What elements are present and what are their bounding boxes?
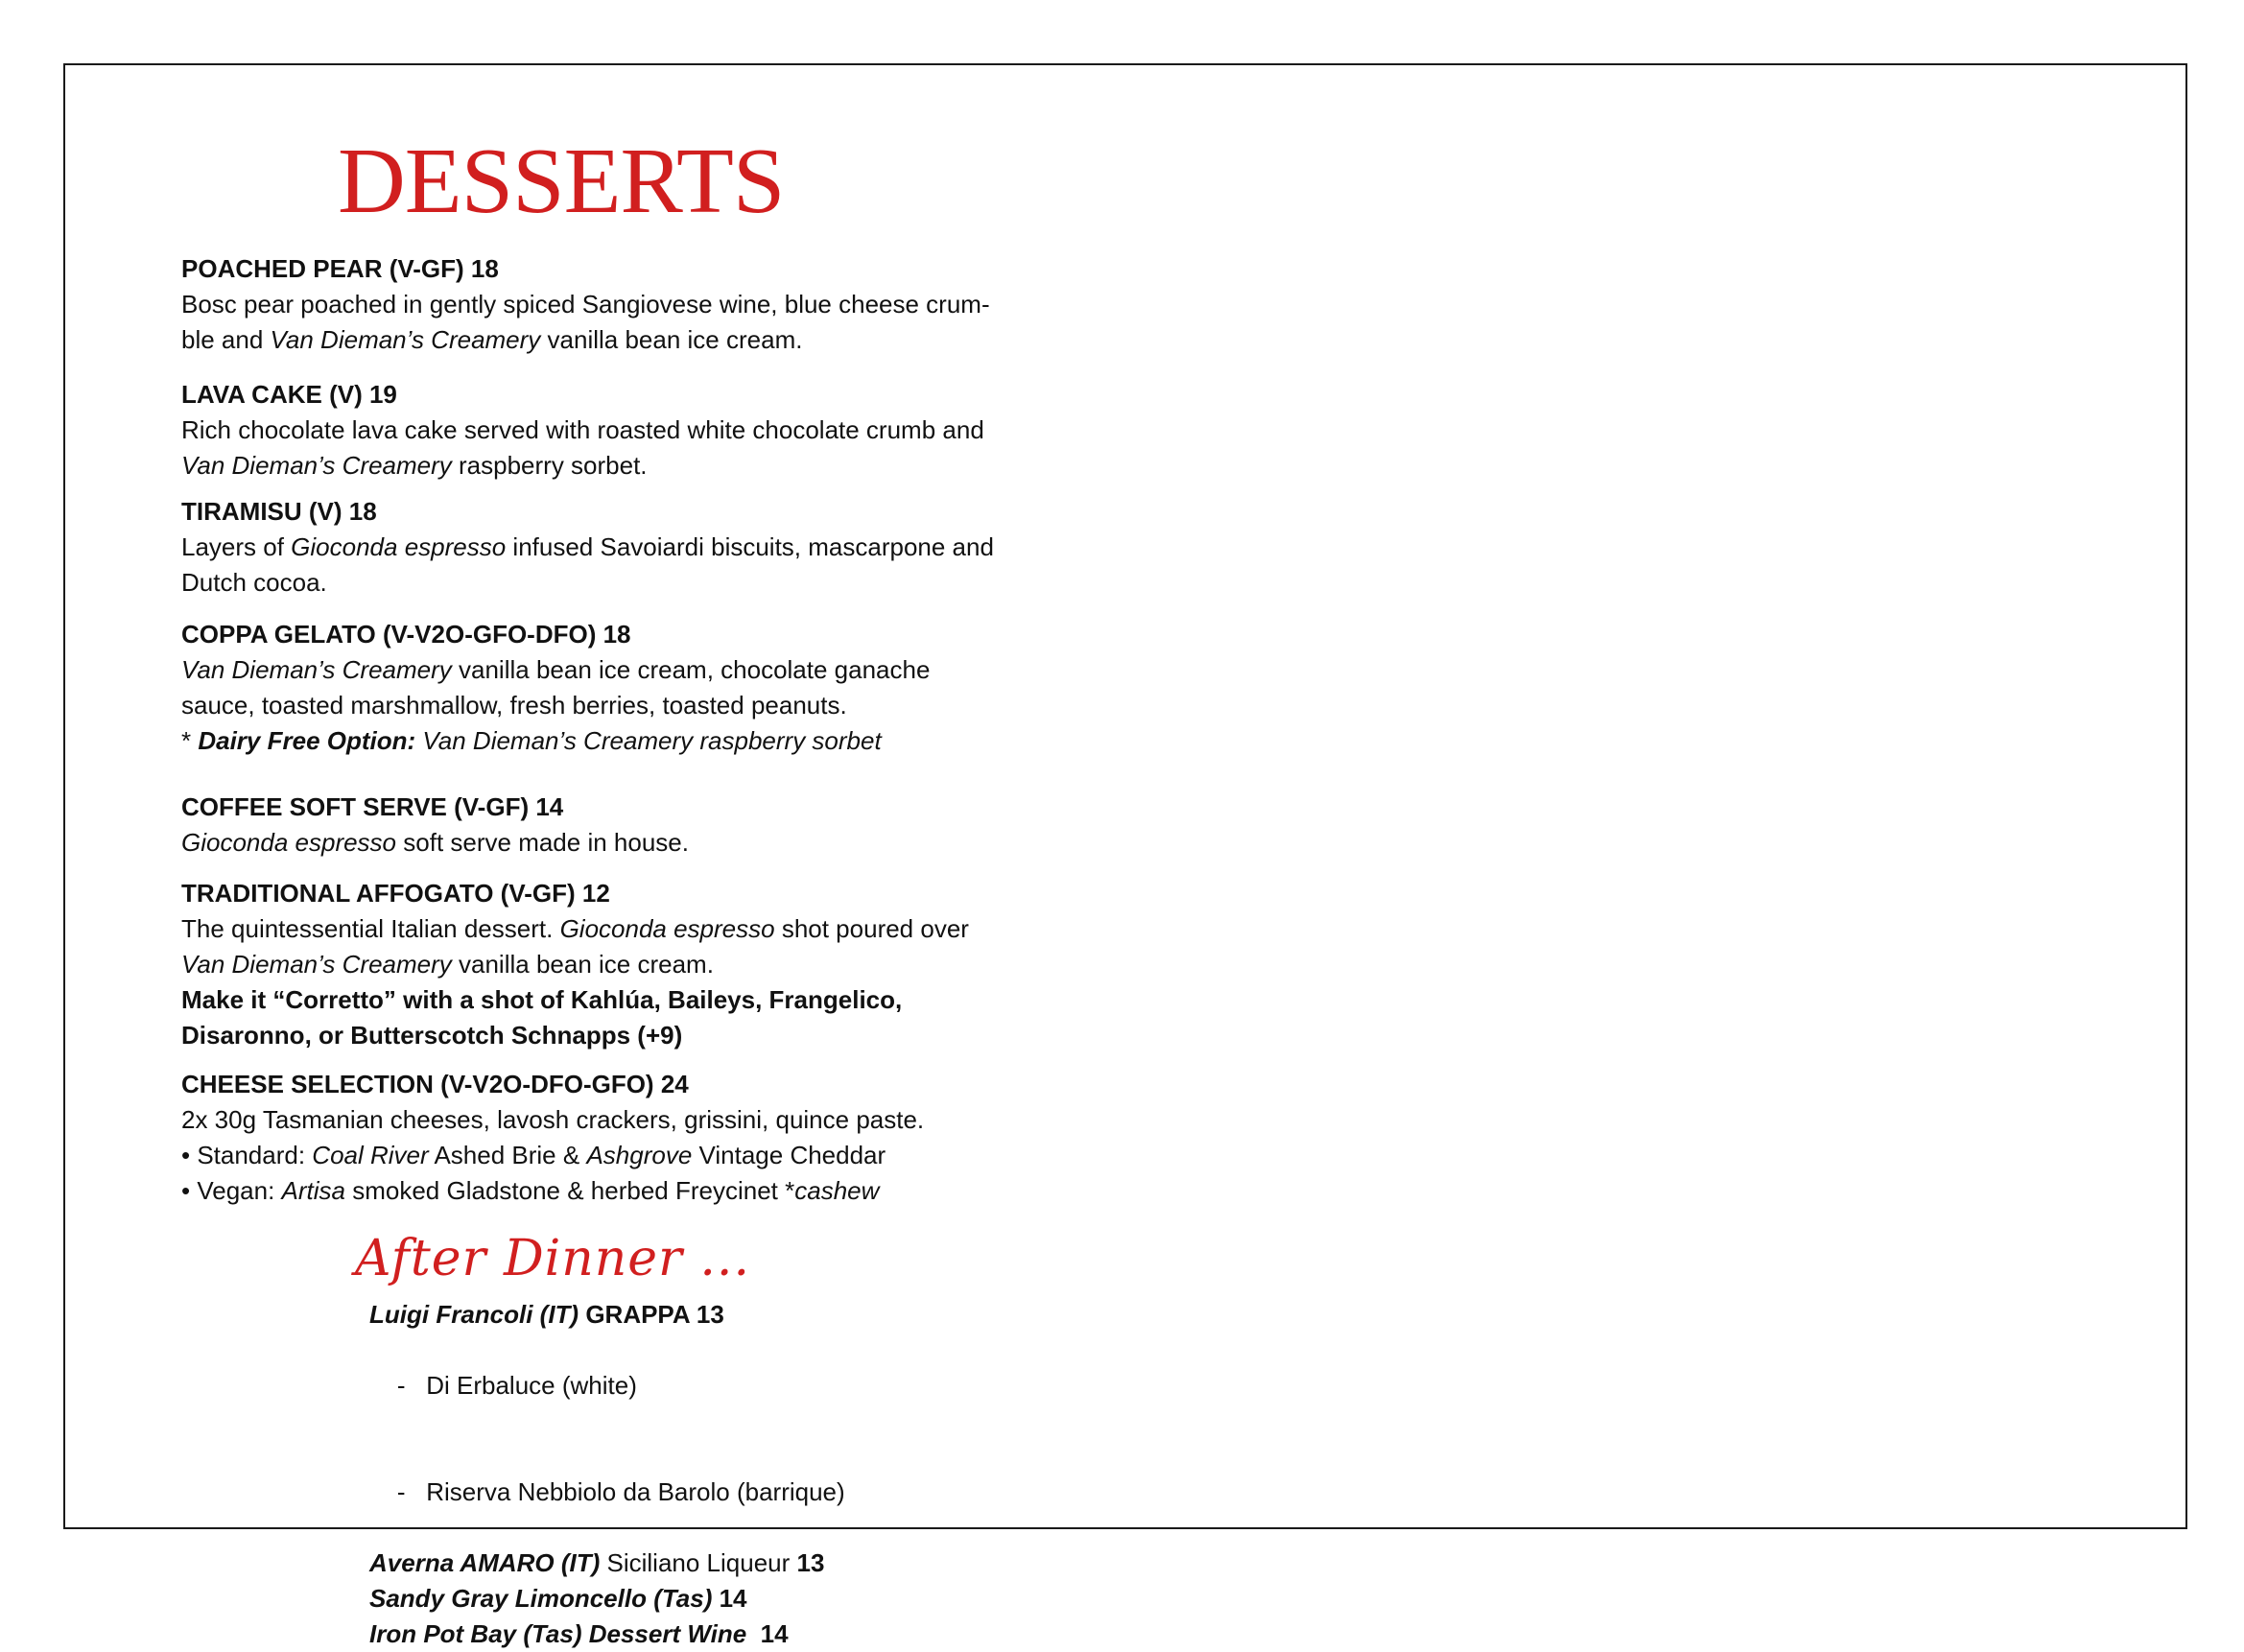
drink-line [369,1297,845,1333]
text-run: * [181,726,199,755]
dessert-menu [181,251,1064,1209]
item-title: TIRAMISU (V) 18 [181,497,377,526]
text-run: infused Savoiardi biscuits, mascarpone and [506,532,994,561]
text-run: vanilla bean ice cream. [540,325,803,354]
text-run: 2x 30g Tasmanian cheeses, lavosh crackers, grissini, quince paste. [181,1105,925,1134]
text-run: • Vegan: [181,1176,282,1205]
menu-item-tiramisu [181,494,1064,601]
text-run: Siciliano Liqueur [600,1548,797,1577]
drink-line [369,1439,845,1546]
text-run: soft serve made in house. [396,828,689,857]
text-run: 14 [712,1584,747,1613]
item-description-line [181,1138,1064,1173]
text-run: Ashgrove [586,1141,693,1169]
menu-item-coppa-gelato [181,617,1064,759]
text-run: - Di Erbaluce (white) [396,1371,637,1400]
menu-item-cheese-selection [181,1067,1064,1209]
text-run: Iron Pot Bay (Tas) Dessert Wine [369,1619,747,1648]
item-description-line [181,911,1064,947]
text-run: vanilla bean ice cream, chocolate ganache [451,655,931,684]
text-run: 14 [746,1619,789,1648]
page-title: DESSERTS [338,130,785,233]
item-description-line [181,825,1064,861]
text-run: Van Dieman’s Creamery raspberry sorbet [415,726,882,755]
drink-line [369,1617,845,1652]
text-run: Van Dieman’s Creamery [181,950,452,979]
text-run: Rich chocolate lava cake served with roasted white chocolate crumb and [181,415,984,444]
menu-item-traditional-affogato [181,876,1064,1053]
item-description-line [181,1102,1064,1138]
text-run: Dairy Free Option: [198,726,416,755]
text-run: shot poured over [774,914,969,943]
text-run: - Riserva Nebbiolo da Barolo (barrique) [396,1477,845,1506]
text-run: Gioconda espresso [291,532,507,561]
menu-item-lava-cake [181,377,1064,484]
item-description-line [181,947,1064,982]
item-description-line [181,413,1064,448]
drink-line [369,1546,845,1581]
text-run: Van Dieman’s Creamery [181,451,452,480]
text-run: GRAPPA 13 [579,1300,724,1329]
item-description-line [181,1173,1064,1209]
text-run: vanilla bean ice cream. [451,950,714,979]
item-description-line [181,688,1064,723]
text-run: Dutch cocoa. [181,568,327,597]
text-run: The quintessential Italian dessert. [181,914,560,943]
item-title: CHEESE SELECTION (V-V2O-DFO-GFO) 24 [181,1070,689,1098]
text-run: raspberry sorbet. [451,451,648,480]
item-description-line [181,723,1064,759]
drink-line [369,1333,845,1439]
text-run: Averna AMARO (IT) [369,1548,601,1577]
text-run: • Standard: [181,1141,313,1169]
text-run: Layers of [181,532,292,561]
after-dinner-heading: After Dinner ... [355,1230,750,1287]
text-run: Bosc pear poached in gently spiced Sangiovese wine, blue cheese crum- [181,290,990,319]
text-run: sauce, toasted marshmallow, fresh berries, toasted peanuts. [181,691,847,720]
text-run: cashew [794,1176,880,1205]
text-run: Luigi Francoli (IT) [369,1300,579,1329]
after-dinner-drinks [369,1297,845,1652]
item-title: COPPA GELATO (V-V2O-GFO-DFO) 18 [181,620,631,649]
text-run: Gioconda espresso [181,828,397,857]
item-title: POACHED PEAR (V-GF) 18 [181,254,499,283]
item-title: TRADITIONAL AFFOGATO (V-GF) 12 [181,879,610,908]
text-run: Make it “Corretto” with a shot of Kahlúa, Baileys, Frangelico, [181,985,903,1014]
item-description-line [181,448,1064,484]
text-run: Van Dieman’s Creamery [181,655,452,684]
menu-item-coffee-soft-serve [181,790,1064,861]
text-run: ble and [181,325,271,354]
item-description-line [181,565,1064,601]
text-run: Vintage Cheddar [692,1141,886,1169]
item-description-line [181,652,1064,688]
text-run: Artisa [281,1176,345,1205]
item-description-line [181,530,1064,565]
item-description-line [181,322,1064,358]
item-description-line [181,287,1064,322]
item-title: COFFEE SOFT SERVE (V-GF) 14 [181,792,564,821]
menu-item-poached-pear [181,251,1064,358]
item-description-line [181,982,1064,1018]
item-title: LAVA CAKE (V) 19 [181,380,397,409]
text-run: Ashed Brie & [428,1141,587,1169]
text-run: Van Dieman’s Creamery [270,325,541,354]
text-run: Coal River [312,1141,429,1169]
item-description-line [181,1018,1064,1053]
text-run: 13 [796,1548,825,1577]
text-run: smoked Gladstone & herbed Freycinet * [345,1176,795,1205]
text-run: Disaronno, or Butterscotch Schnapps (+9) [181,1021,683,1050]
text-run: Gioconda espresso [559,914,775,943]
text-run: Sandy Gray Limoncello (Tas) [369,1584,713,1613]
